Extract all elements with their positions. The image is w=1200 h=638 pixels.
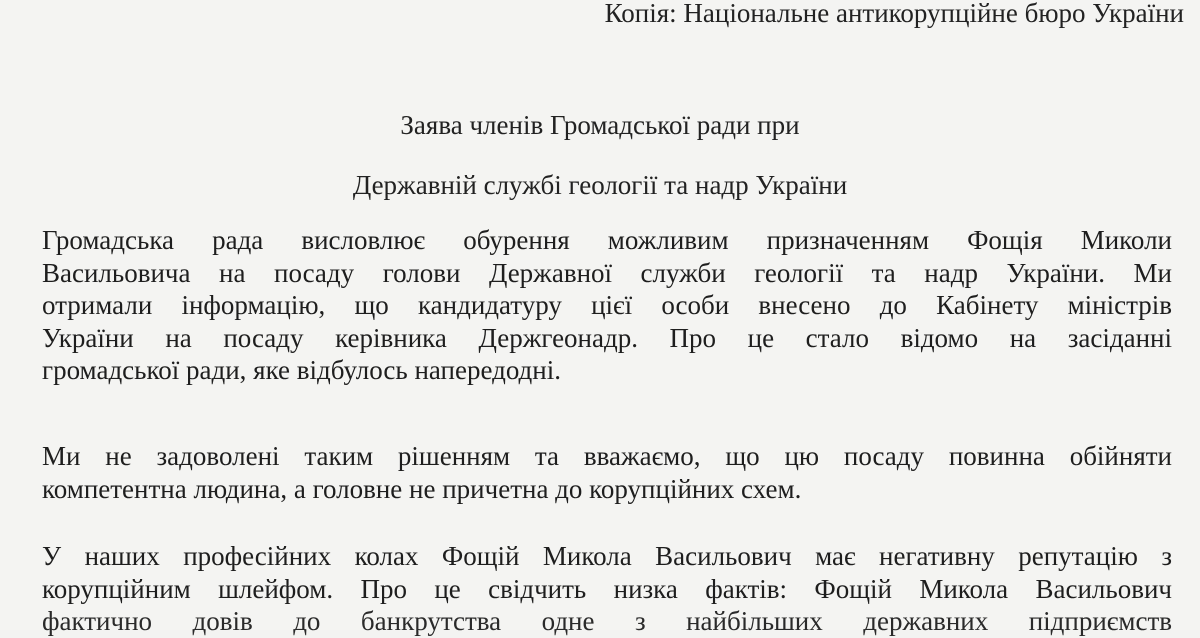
paragraph-1-line-4: України на посаду керівника Держгеонадр. Про це стало відомо на засіданні xyxy=(42,322,1172,353)
paragraph-2 xyxy=(42,440,1172,505)
paragraph-2-line-2: компетентна людина, а головне не причетна до корупційних схем. xyxy=(42,473,802,504)
statement-title-line-1: Заява членів Громадської ради при xyxy=(400,110,800,140)
paragraph-2-line-1: Ми не задоволені таким рішенням та вважаємо, що цю посаду повинна обійняти xyxy=(42,441,1172,471)
paragraph-1-line-3: отримали інформацію, що кандидатуру цієї особи внесено до Кабінету міністрів xyxy=(42,290,1172,320)
paragraph-1-line-5: громадської ради, яке відбулось напередодні. xyxy=(42,355,561,385)
paragraph-3-line-3-cropped: фактично довів до банкрутства одне з найбільших державних підприємств xyxy=(42,606,1172,636)
paragraph-1 xyxy=(42,224,1172,387)
copy-recipient-line: Копія: Національне антикорупційне бюро України xyxy=(604,0,1184,28)
paragraph-1-line-1: Громадська рада висловлює обурення можливим призначенням Фощія Миколи xyxy=(42,225,1172,255)
paragraph-3-line-2: корупційним шлейфом. Про це свідчить низка фактів: Фощій Микола Васильович xyxy=(42,573,1172,604)
paragraph-1-line-2: Васильовича на посаду голови Державної служби геології та надр України. Ми xyxy=(42,257,1172,288)
statement-title-line-2: Державній службі геології та надр України xyxy=(352,170,848,200)
paragraph-3 xyxy=(42,540,1172,636)
paragraph-3-line-1: У наших професійних колах Фощій Микола Васильович має негативну репутацію з xyxy=(42,541,1172,571)
